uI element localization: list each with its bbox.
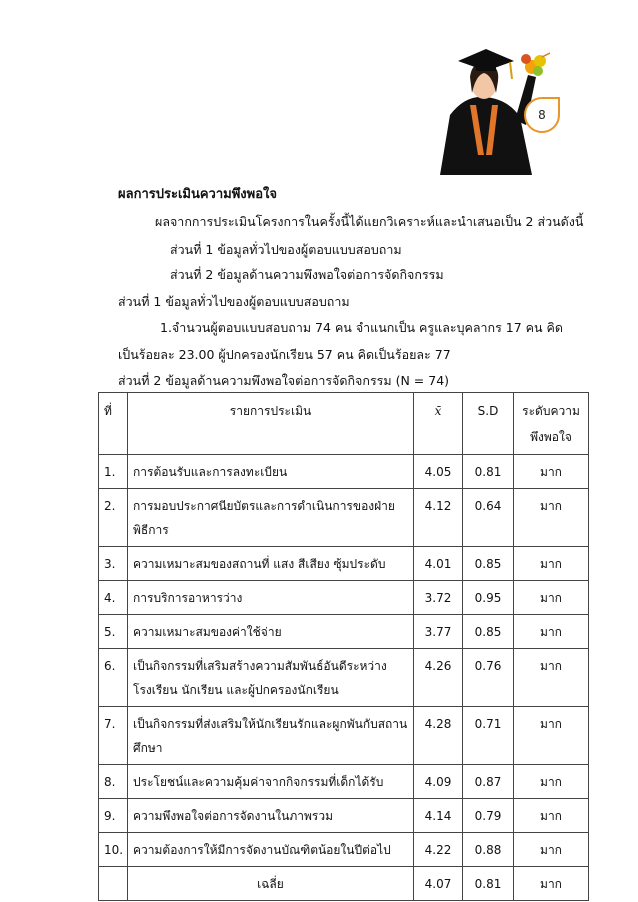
row-level: มาก bbox=[514, 833, 589, 867]
row-mean: 4.09 bbox=[414, 765, 463, 799]
part1-heading: ส่วนที่ 1 ข้อมูลทั่วไปของผู้ตอบแบบสอบถาม bbox=[118, 294, 350, 309]
row-item: การต้อนรับและการลงทะเบียน bbox=[128, 455, 414, 489]
row-item: ความต้องการให้มีการจัดงานบัณฑิตน้อยในปีต่อไป bbox=[128, 833, 414, 867]
table-row bbox=[99, 615, 589, 649]
row-sd: 0.87 bbox=[463, 765, 514, 799]
row-sd: 0.81 bbox=[463, 455, 514, 489]
summary-num bbox=[99, 867, 128, 901]
part1-line1: 1.จำนวนผู้ตอบแบบสอบถาม 74 คน จำแนกเป็น ครูและบุคลากร 17 คน คิด bbox=[160, 320, 564, 335]
row-item: การบริการอาหารว่าง bbox=[128, 581, 414, 615]
header-sd: S.D bbox=[463, 393, 514, 455]
page-number: 8 bbox=[538, 108, 546, 122]
row-mean: 3.77 bbox=[414, 615, 463, 649]
row-sd: 0.85 bbox=[463, 615, 514, 649]
row-mean: 4.26 bbox=[414, 649, 463, 707]
row-item: เป็นกิจกรรมที่เสริมสร้างความสัมพันธ์อันดีระหว่างโรงเรียน นักเรียน และผู้ปกครองนักเรียน bbox=[128, 649, 414, 707]
row-num: 7. bbox=[99, 707, 128, 765]
row-num: 1. bbox=[99, 455, 128, 489]
row-item: ความพึงพอใจต่อการจัดงานในภาพรวม bbox=[128, 799, 414, 833]
part2-heading: ส่วนที่ 2 ข้อมูลด้านความพึงพอใจต่อการจัดกิจกรรม (N = 74) bbox=[118, 373, 450, 388]
row-num: 10. bbox=[99, 833, 128, 867]
row-level: มาก bbox=[514, 765, 589, 799]
intro-text: ผลจากการประเมินโครงการในครั้งนี้ได้แยกวิเคราะห์และนำเสนอเป็น 2 ส่วนดังนี้ bbox=[155, 214, 584, 229]
row-num: 5. bbox=[99, 615, 128, 649]
summary-mean: 4.07 bbox=[414, 867, 463, 901]
row-sd: 0.95 bbox=[463, 581, 514, 615]
summary-level: มาก bbox=[514, 867, 589, 901]
row-num: 8. bbox=[99, 765, 128, 799]
row-level: มาก bbox=[514, 799, 589, 833]
row-level: มาก bbox=[514, 489, 589, 547]
row-mean: 3.72 bbox=[414, 581, 463, 615]
row-sd: 0.71 bbox=[463, 707, 514, 765]
row-sd: 0.88 bbox=[463, 833, 514, 867]
table-row bbox=[99, 833, 589, 867]
row-mean: 4.14 bbox=[414, 799, 463, 833]
row-level: มาก bbox=[514, 649, 589, 707]
row-num: 3. bbox=[99, 547, 128, 581]
row-mean: 4.05 bbox=[414, 455, 463, 489]
table-summary-row bbox=[99, 867, 589, 901]
row-item: ประโยชน์และความคุ้มค่าจากกิจกรรมที่เด็กได้รับ bbox=[128, 765, 414, 799]
row-num: 4. bbox=[99, 581, 128, 615]
row-level: มาก bbox=[514, 455, 589, 489]
row-level: มาก bbox=[514, 581, 589, 615]
table-row bbox=[99, 707, 589, 765]
satisfaction-table bbox=[98, 392, 589, 901]
part2-outline: ส่วนที่ 2 ข้อมูลด้านความพึงพอใจต่อการจัดกิจกรรม bbox=[170, 267, 444, 282]
row-item: การมอบประกาศนียบัตรและการดำเนินการของฝ่ายพิธีการ bbox=[128, 489, 414, 547]
row-item: ความเหมาะสมของสถานที่ แสง สีเสียง ซุ้มประดับ bbox=[128, 547, 414, 581]
part1-outline: ส่วนที่ 1 ข้อมูลทั่วไปของผู้ตอบแบบสอบถาม bbox=[170, 242, 402, 257]
header-level: ระดับความพึงพอใจ bbox=[514, 393, 589, 455]
table-row bbox=[99, 455, 589, 489]
summary-sd: 0.81 bbox=[463, 867, 514, 901]
row-num: 2. bbox=[99, 489, 128, 547]
row-item: ความเหมาะสมของค่าใช้จ่าย bbox=[128, 615, 414, 649]
row-sd: 0.79 bbox=[463, 799, 514, 833]
table-header-row bbox=[99, 393, 589, 455]
header-mean: x̄ bbox=[414, 393, 463, 455]
row-sd: 0.64 bbox=[463, 489, 514, 547]
header-item: รายการประเมิน bbox=[128, 393, 414, 455]
table-row bbox=[99, 581, 589, 615]
table-row bbox=[99, 799, 589, 833]
row-num: 6. bbox=[99, 649, 128, 707]
table-row bbox=[99, 765, 589, 799]
row-level: มาก bbox=[514, 707, 589, 765]
row-sd: 0.85 bbox=[463, 547, 514, 581]
summary-label: เฉลี่ย bbox=[128, 867, 414, 901]
header-num: ที่ bbox=[99, 393, 128, 455]
table-row bbox=[99, 489, 589, 547]
row-level: มาก bbox=[514, 615, 589, 649]
row-mean: 4.28 bbox=[414, 707, 463, 765]
row-num: 9. bbox=[99, 799, 128, 833]
row-level: มาก bbox=[514, 547, 589, 581]
table-row bbox=[99, 649, 589, 707]
part1-line2: เป็นร้อยละ 23.00 ผู้ปกครองนักเรียน 57 คน คิดเป็นร้อยละ 77 bbox=[118, 347, 451, 362]
row-mean: 4.12 bbox=[414, 489, 463, 547]
row-sd: 0.76 bbox=[463, 649, 514, 707]
row-mean: 4.01 bbox=[414, 547, 463, 581]
table-row bbox=[99, 547, 589, 581]
row-item: เป็นกิจกรรมที่ส่งเสริมให้นักเรียนรักและผูกพันกับสถานศึกษา bbox=[128, 707, 414, 765]
row-mean: 4.22 bbox=[414, 833, 463, 867]
section-heading: ผลการประเมินความพึงพอใจ bbox=[118, 187, 277, 202]
